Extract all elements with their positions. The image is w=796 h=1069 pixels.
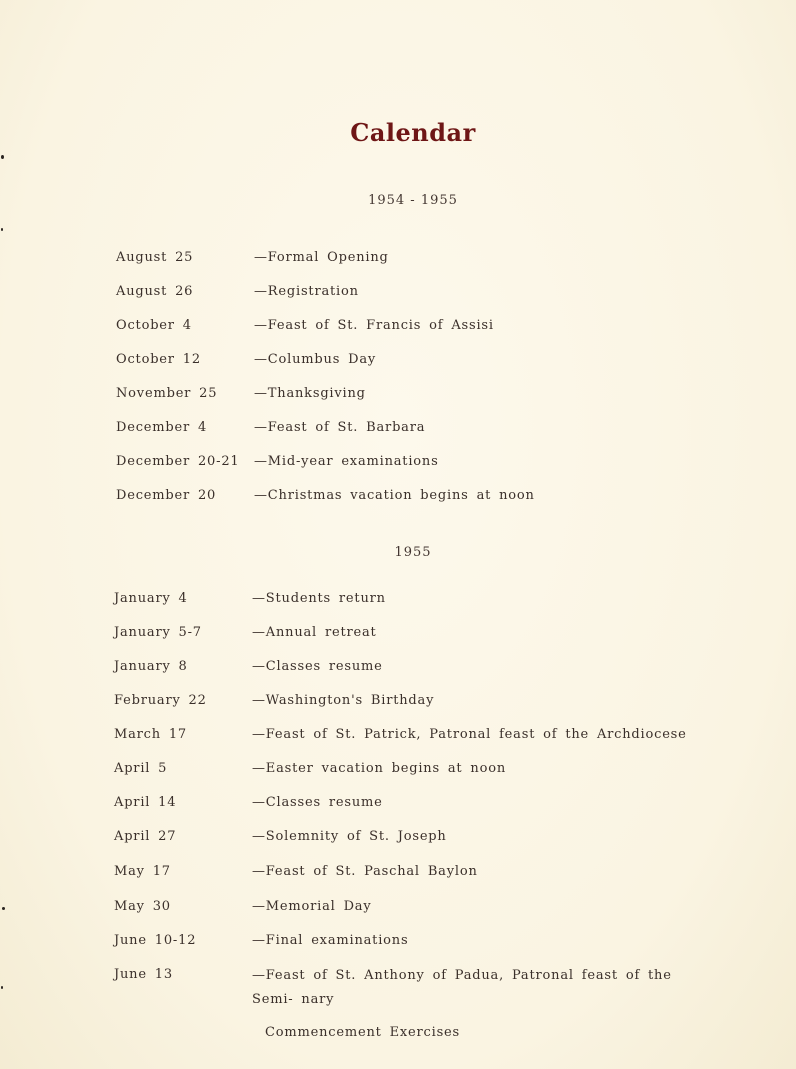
- entry-event: —Columbus Day: [254, 352, 377, 367]
- commencement-line: Commencement Exercises: [265, 1025, 461, 1040]
- entry-date: December 20-21: [116, 454, 240, 469]
- entry-date: January 4: [114, 591, 188, 606]
- entry-event: —Mid-year examinations: [254, 454, 439, 469]
- entry-date: January 8: [114, 659, 188, 674]
- entry-event: —Annual retreat: [252, 625, 377, 640]
- entry-event: —Feast of St. Francis of Assisi: [254, 318, 494, 333]
- entry-event: —Easter vacation begins at noon: [252, 761, 506, 776]
- entry-event: —Thanksgiving: [254, 386, 366, 401]
- entry-event: —Feast of St. Paschal Baylon: [252, 864, 478, 879]
- entry-event: —Formal Opening: [254, 250, 389, 265]
- entry-date: June 10-12: [114, 933, 197, 948]
- scan-speck: [1, 228, 3, 231]
- entry-date: December 4: [116, 420, 208, 435]
- entry-event: —Students return: [252, 591, 386, 606]
- entry-date: May 30: [114, 899, 171, 914]
- entry-date: December 20: [116, 488, 217, 503]
- entry-event: —Classes resume: [252, 659, 383, 674]
- entry-event: —Christmas vacation begins at noon: [254, 488, 535, 503]
- entry-date: June 13: [114, 967, 173, 982]
- entry-date: February 22: [114, 693, 207, 708]
- entry-date: April 14: [114, 795, 177, 810]
- entry-date: April 27: [114, 829, 177, 844]
- section-year-1954-1955: 1954 - 1955: [368, 193, 458, 208]
- scan-speck: [1, 986, 3, 989]
- entry-event: —Final examinations: [252, 933, 409, 948]
- entry-date: August 25: [116, 250, 194, 265]
- entry-date: August 26: [116, 284, 194, 299]
- entry-date: April 5: [114, 761, 168, 776]
- entry-event: —Washington's Birthday: [252, 693, 435, 708]
- entry-date: May 17: [114, 864, 171, 879]
- entry-event: —Classes resume: [252, 795, 383, 810]
- entry-event: —Registration: [254, 284, 359, 299]
- entry-date: November 25: [116, 386, 218, 401]
- page-title: Calendar: [350, 118, 476, 147]
- entry-event: —Solemnity of St. Joseph: [252, 829, 447, 844]
- entry-event: —Memorial Day: [252, 899, 372, 914]
- scan-speck: [1, 155, 4, 159]
- entry-date: October 4: [116, 318, 192, 333]
- entry-event: —Feast of St. Patrick, Patronal feast of the Archdiocese: [252, 727, 687, 742]
- entry-date: October 12: [116, 352, 201, 367]
- entry-event: —Feast of St. Anthony of Padua, Patronal feast of the Semi- nary: [252, 968, 672, 1007]
- entry-event: —Feast of St. Barbara: [254, 420, 426, 435]
- scan-speck: [2, 907, 5, 910]
- entry-date: March 17: [114, 727, 188, 742]
- section-year-1955: 1955: [394, 545, 432, 560]
- entry-date: January 5-7: [114, 625, 202, 640]
